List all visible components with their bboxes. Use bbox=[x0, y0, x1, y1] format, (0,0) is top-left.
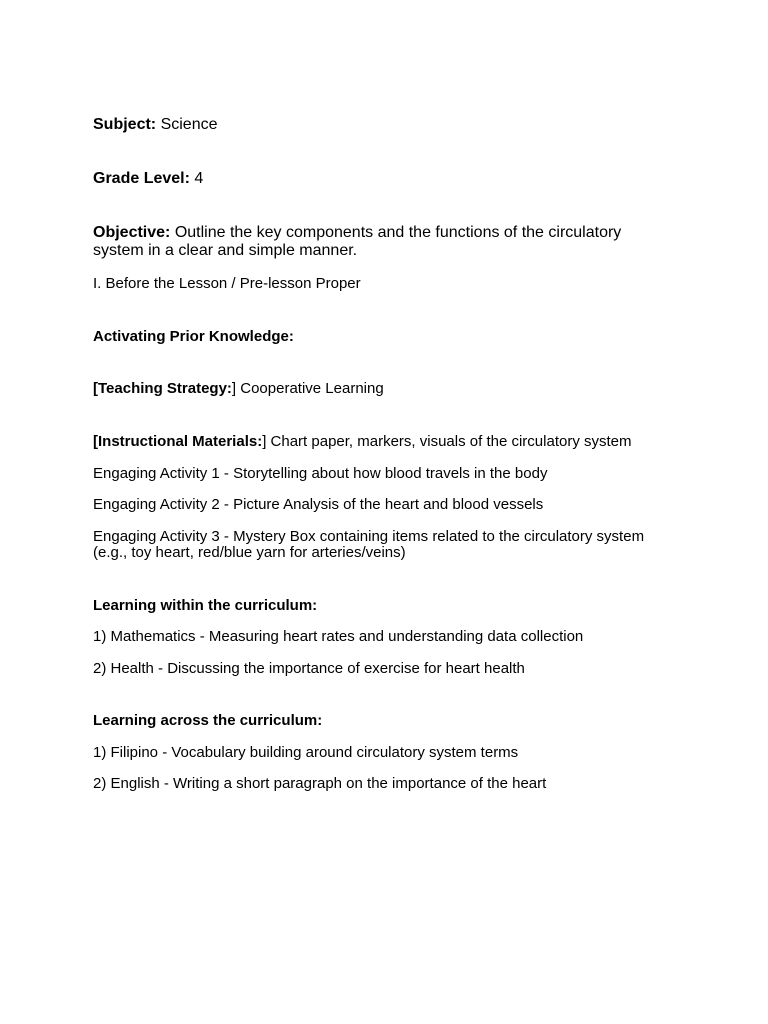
grade-level-label: Grade Level: bbox=[93, 170, 190, 187]
grade-level-line bbox=[93, 170, 683, 188]
subject-label: Subject: bbox=[93, 116, 157, 133]
instructional-materials-value: ] Chart paper, markers, visuals of the circulatory system bbox=[262, 433, 632, 450]
within-curriculum-heading bbox=[93, 597, 683, 614]
activity-item-continuation: (e.g., toy heart, red/blue yarn for arteries/veins) bbox=[93, 544, 406, 561]
within-curriculum-item: 1) Mathematics - Measuring heart rates and understanding data collection bbox=[93, 628, 584, 645]
subject-line bbox=[93, 116, 683, 134]
teaching-strategy-label: [Teaching Strategy: bbox=[93, 380, 232, 397]
objective-line-1 bbox=[93, 224, 683, 242]
within-curriculum-heading-text: Learning within the curriculum: bbox=[93, 597, 318, 614]
across-curriculum-heading-text: Learning across the curriculum: bbox=[93, 712, 323, 729]
section-title: I. Before the Lesson / Pre-lesson Proper bbox=[93, 275, 361, 292]
across-curriculum-heading bbox=[93, 712, 683, 729]
activating-heading-text: Activating Prior Knowledge: bbox=[93, 328, 294, 345]
objective-text-2: system in a clear and simple manner. bbox=[93, 242, 358, 259]
instructional-materials-label: [Instructional Materials: bbox=[93, 433, 263, 450]
across-curriculum-item: 2) English - Writing a short paragraph on the importance of the heart bbox=[93, 775, 547, 792]
subject-value: Science bbox=[160, 116, 218, 133]
activity-item: Engaging Activity 1 - Storytelling about how blood travels in the body bbox=[93, 465, 548, 482]
instructional-materials-line bbox=[93, 433, 683, 450]
within-curriculum-item: 2) Health - Discussing the importance of exercise for heart health bbox=[93, 660, 525, 677]
activity-item: Engaging Activity 3 - Mystery Box containing items related to the circulatory system bbox=[93, 528, 645, 545]
teaching-strategy-value: ] Cooperative Learning bbox=[231, 380, 384, 397]
across-curriculum-item: 1) Filipino - Vocabulary building around circulatory system terms bbox=[93, 744, 519, 761]
activity-item: Engaging Activity 2 - Picture Analysis of the heart and blood vessels bbox=[93, 496, 544, 513]
teaching-strategy-line bbox=[93, 380, 683, 397]
objective-line-2 bbox=[93, 242, 683, 260]
activating-heading bbox=[93, 328, 683, 345]
objective-label: Objective: bbox=[93, 224, 171, 241]
grade-level-value: 4 bbox=[194, 170, 204, 187]
objective-text-1: Outline the key components and the functions of the circulatory bbox=[174, 224, 622, 241]
